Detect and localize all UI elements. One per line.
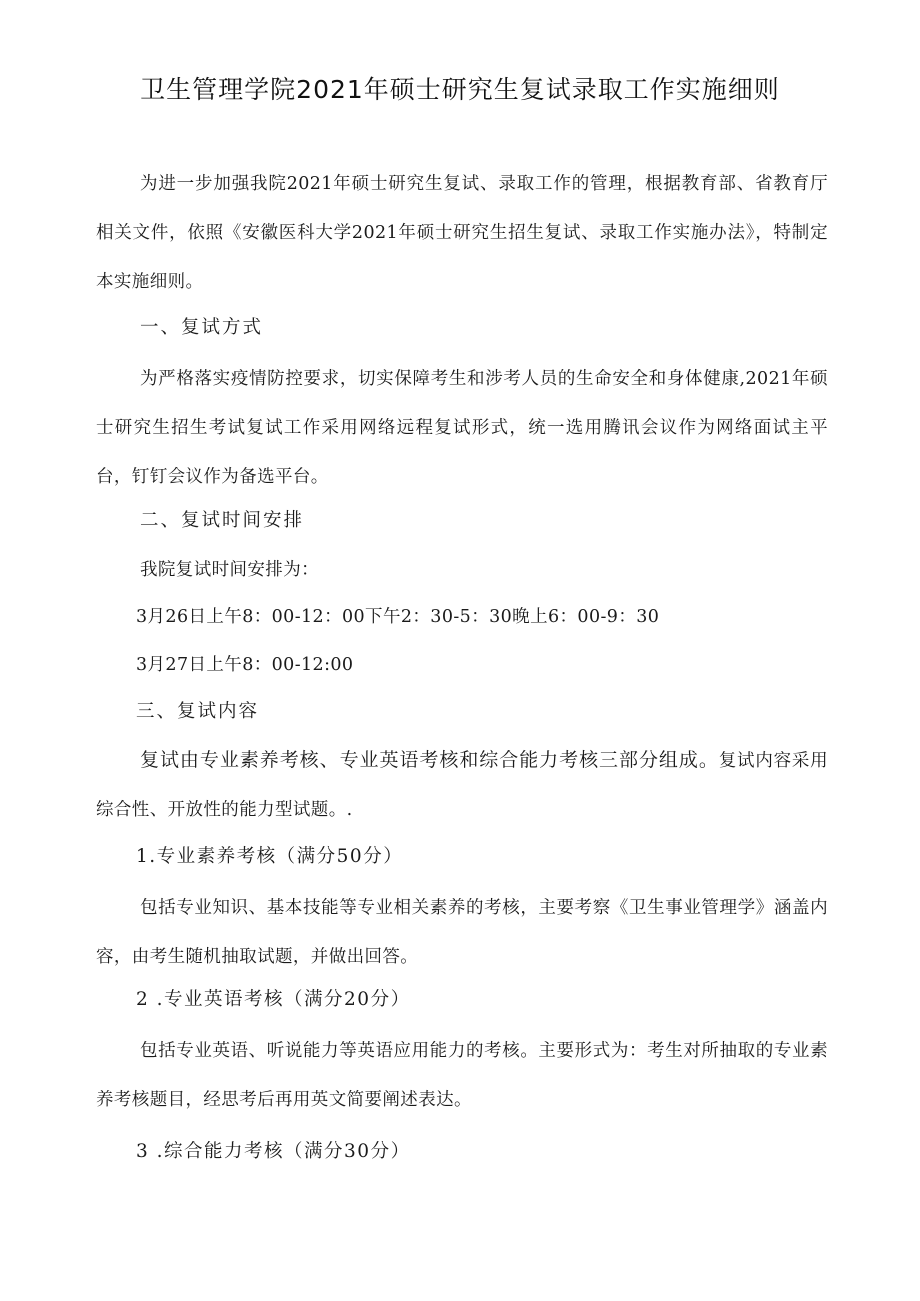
subsection-2-body: 包括专业英语、听说能力等英语应用能力的考核。主要形式为：考生对所抽取的专业素养考核题目，经思考后再用英文简要阐述表达。 — [96, 1041, 828, 1110]
intro-paragraph: 为进一步加强我院2021年硕士研究生复试、录取工作的管理，根据教育部、省教育厅相关文件，依照《安徽医科大学2021年硕士研究生招生复试、录取工作实施办法》，特制定本实施细则。 — [96, 174, 828, 292]
document-title: 卫生管理学院2021年硕士研究生复试录取工作实施细则 — [140, 75, 780, 104]
section-2-lead: 我院复试时间安排为： — [140, 560, 319, 580]
subsection-1-body: 包括专业知识、基本技能等专业相关素养的考核，主要考察《卫生事业管理学》涵盖内容，由考生随机抽取试题，并做出回答。 — [96, 898, 828, 967]
subsection-3-heading: 3 .综合能力考核（满分30分） — [136, 1141, 411, 1162]
section-3-heading: 三、复试内容 — [136, 701, 260, 722]
subsection-1-heading: 1.专业素养考核（满分50分） — [136, 846, 404, 867]
section-1-heading: 一、复试方式 — [140, 317, 264, 338]
section-3-body — [96, 736, 828, 835]
schedule-day-1: 3月26日上午8：00-12：00下午2：30-5：30晚上6：00-9：30 — [136, 607, 660, 627]
subsection-2-heading: 2 .专业英语考核（满分20分） — [136, 989, 411, 1010]
section-1-body: 为严格落实疫情防控要求，切实保障考生和涉考人员的生命安全和身体健康,2021年硕士研究生招生考试复试工作采用网络远程复试形式，统一选用腾讯会议作为网络面试主平台，钉钉会议作为备选平台。 — [96, 369, 828, 487]
section-2-heading: 二、复试时间安排 — [140, 510, 305, 531]
section-3-body-rest: 复试内容采用综合性、开放性的能力型试题。. — [96, 751, 828, 820]
schedule-day-2: 3月27日上午8：00-12:00 — [136, 655, 354, 675]
section-3-body-lead: 复试由专业素养考核、专业英语考核和综合能力考核三部分组成。 — [140, 749, 719, 771]
